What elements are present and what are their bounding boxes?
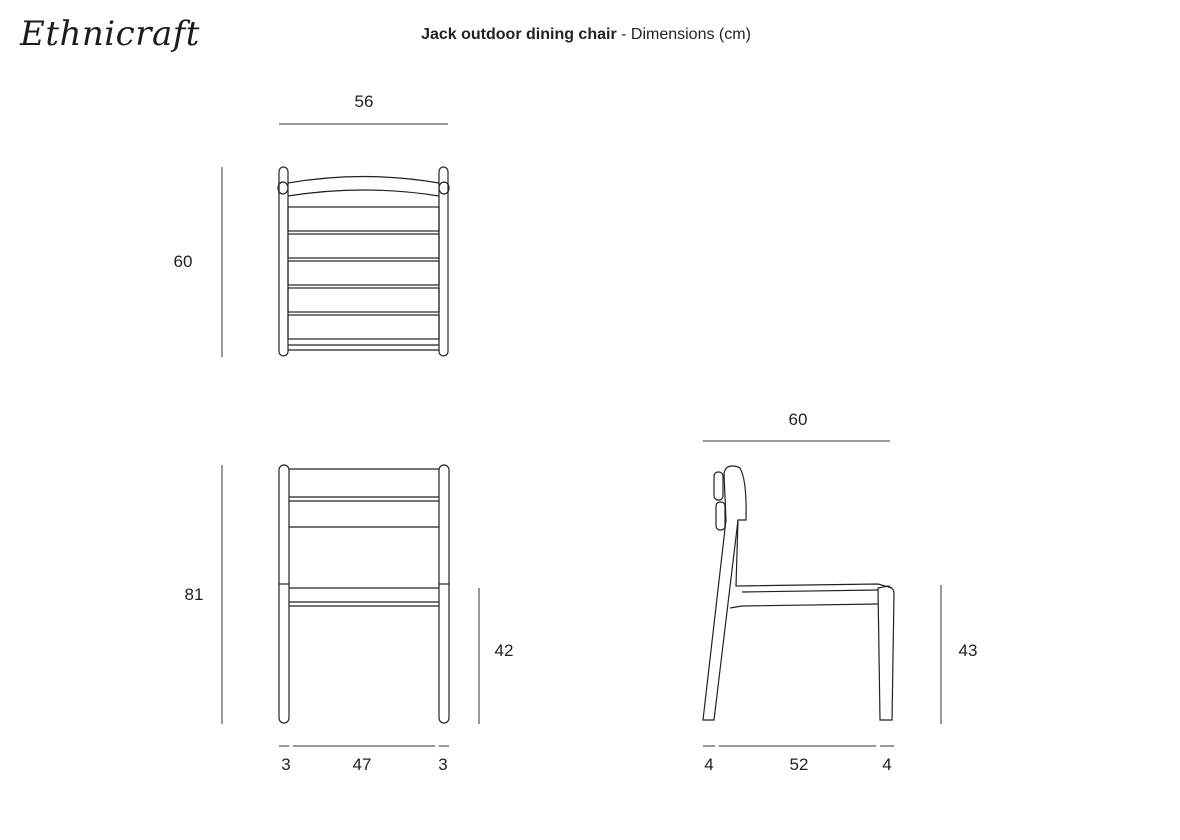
top-view-left-rail [279,167,288,356]
front-view-right-post [439,465,449,723]
product-name: Jack outdoor dining chair [421,26,617,43]
side-view-inner-depth-label: 52 [789,755,809,774]
top-view-backrest-top [288,177,439,184]
front-view-seat-height-label: 42 [494,641,514,660]
front-view-leg-right-label: 3 [438,755,448,774]
side-view-front-leg [878,586,894,720]
side-view-seat [736,520,892,588]
top-view-backrest-bottom [288,190,439,196]
front-view-backrest [289,469,439,527]
title-separator: - [616,26,631,43]
side-view-depth-label: 60 [788,410,808,429]
title-subtitle: Dimensions (cm) [630,26,751,43]
top-view-right-rail [439,167,448,356]
top-view-width-label: 56 [354,92,374,111]
side-view-chair [703,441,941,746]
top-view-chair [222,124,449,357]
side-view-leg-back-label: 4 [882,755,892,774]
front-view-left-post [279,465,289,723]
top-view-seat-slats [288,207,439,350]
side-view-leg-front-label: 4 [704,755,714,774]
ethnicraft-logo: Ethnicraft [20,14,200,54]
front-view-chair [222,465,479,746]
front-view-leg-left-label: 3 [281,755,291,774]
front-view-height-label: 81 [184,585,204,604]
side-view-seat-height-label: 43 [958,641,978,660]
top-view-depth-label: 60 [173,252,193,271]
front-view-seat [289,588,439,606]
front-view-inner-width-label: 47 [352,755,372,774]
